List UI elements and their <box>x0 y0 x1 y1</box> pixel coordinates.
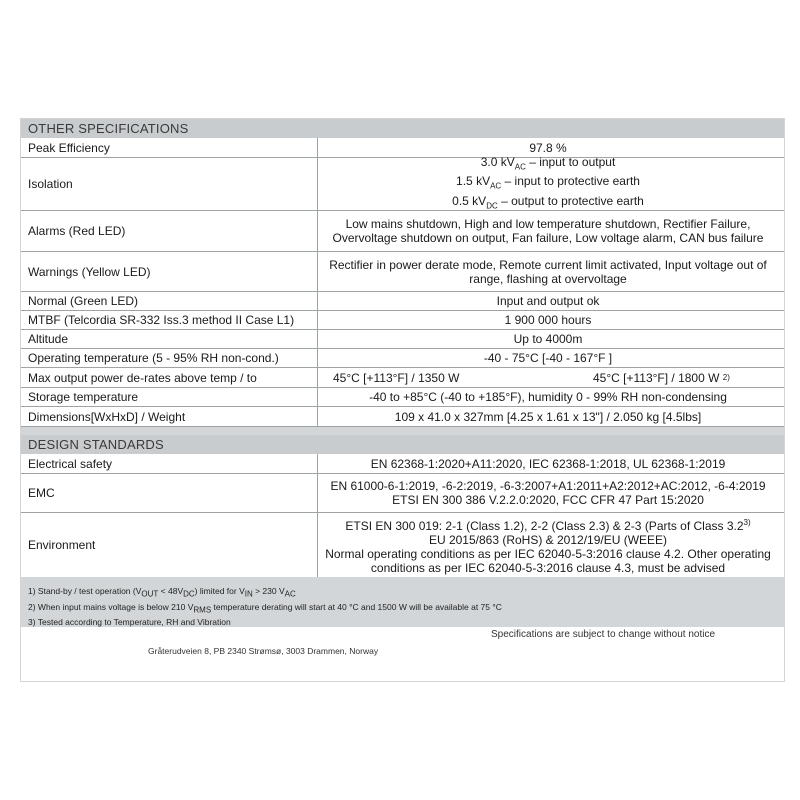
row-label: Normal (Green LED) <box>28 294 139 308</box>
row-value: Rectifier in power derate mode, Remote current limit activated, Input voltage out of range, flashing at overvoltage <box>329 257 767 286</box>
row-label: Dimensions[WxHxD] / Weight <box>28 409 186 424</box>
row-environment <box>21 513 784 578</box>
row-value: Up to 4000m <box>513 332 583 346</box>
section-header-design-standards: DESIGN STANDARDS <box>21 435 784 454</box>
row-altitude <box>21 330 784 349</box>
change-notice: Specifications are subject to change without notice <box>491 629 716 640</box>
row-value-1800w: 45°C [+113°F] / 1800 W 2) <box>593 370 730 385</box>
spec-sheet <box>20 118 785 682</box>
row-label: Warnings (Yellow LED) <box>28 264 151 279</box>
row-warnings <box>21 252 784 292</box>
section-gap <box>21 427 784 435</box>
row-value: 1 900 000 hours <box>504 313 592 327</box>
row-value: EN 62368-1:2020+A11:2020, IEC 62368-1:2018, UL 62368-1:2019 <box>370 456 726 471</box>
footnote-1: 1) Stand-by / test operation $(V_{OUT} < 48V_{DC})$ limited for $V_{IN} > 230$ $V_{AC}$ <box>28 586 296 599</box>
row-value: ETSI EN 300 019: 2-1 (Class 1.2), 2-2 (Class 2.3) & 2-3 (Parts of Class 3.2$^{3)}$ EU 2015/863 (RoHS) & 2012/19/EU (WEEE) Normal operating conditions as per IEC 62040-5-3:2016 clause 4.2. Other operating conditions as per IEC 62040-5-3:2016 clause 4.3, must be advised <box>325 517 771 575</box>
row-label: Operating temperature (5 - 95% RH non-cond.) <box>28 351 279 365</box>
row-label: Altitude <box>28 332 69 346</box>
row-label: EMC <box>28 486 55 500</box>
row-label: Storage temperature <box>28 390 139 404</box>
row-electrical-safety <box>21 454 784 474</box>
row-value: 97.8 % <box>529 140 567 155</box>
row-peak-efficiency <box>21 138 784 158</box>
row-value: -40 to +85°C (-40 to +185°F), humidity 0 - 99% RH non-condensing <box>369 390 727 404</box>
row-normal <box>21 292 784 311</box>
row-dimensions-weight <box>21 407 784 427</box>
footnote-3: 3) Tested according to Temperature, RH and Vibration <box>28 617 231 628</box>
row-label: Alarms (Red LED) <box>28 224 126 238</box>
row-label: Isolation <box>28 177 73 191</box>
company-address: Gråterudveien 8, PB 2340 Strømsø, 3003 Drammen, Norway <box>148 646 379 656</box>
row-label: Peak Efficiency <box>28 140 110 155</box>
row-max-output-derate <box>21 368 784 388</box>
footnote-2: 2) When input mains voltage is below 210 $V_{RMS}$ temperature derating will start at 40 °C and 1500 W will be available at 75 °C <box>28 601 502 615</box>
row-value: Input and output ok <box>496 294 600 308</box>
row-emc <box>21 474 784 513</box>
row-label: Environment <box>28 538 96 552</box>
row-value: Low mains shutdown, High and low temperature shutdown, Rectifier Failure, Overvoltage shutdown on output, Fan failure, Low voltage alarm, CAN bus failure <box>332 217 764 245</box>
row-mtbf <box>21 311 784 330</box>
section-header-other-specifications: OTHER SPECIFICATIONS <box>21 119 784 138</box>
row-operating-temperature <box>21 349 784 368</box>
row-value: 3.0 $kV_{AC}$ – input to output 1.5 $kV_{AC}$ – input to protective earth 0.5 $kV_{DC}$ – output to protective earth <box>452 154 644 211</box>
row-value: 109 x 41.0 x 327mm [4.25 x 1.61 x 13"] / 2.050 kg [4.5lbs] <box>394 409 702 424</box>
row-value: EN 61000-6-1:2019, -6-2:2019, -6-3:2007+A1:2011+A2:2012+AC:2012, -6-4:2019 ETSI EN 300 386 V.2.2.0:2020, FCC CFR 47 Part 15:2020 <box>330 479 766 507</box>
row-label: MTBF (Telcordia SR-332 Iss.3 method II Case L1) <box>28 313 295 327</box>
row-storage-temperature <box>21 388 784 407</box>
row-isolation <box>21 154 784 211</box>
row-value-1350w: 45°C [+113°F] / 1350 W <box>333 370 460 385</box>
row-label: Electrical safety <box>28 456 113 471</box>
footnotes <box>21 577 784 627</box>
row-alarms <box>21 211 784 252</box>
row-label: Max output power de-rates above temp / to <box>28 370 257 385</box>
row-value: -40 - 75°C [-40 - 167°F ] <box>483 351 613 365</box>
